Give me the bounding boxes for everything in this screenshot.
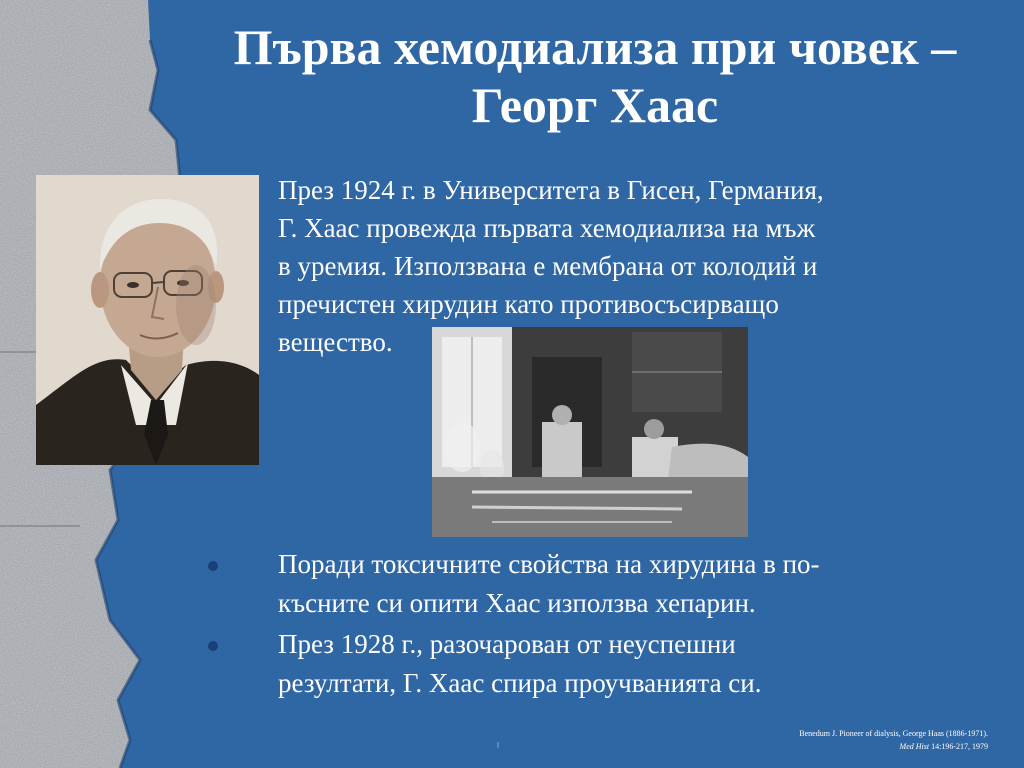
small-mark-decoration [497, 742, 499, 748]
bullet-item [200, 625, 1000, 703]
laboratory-photo-drawing [432, 327, 748, 537]
citation-journal: Med Hist [899, 742, 930, 751]
bullet-text [278, 545, 1000, 623]
paragraph-line: През 1924 г. в Университета в Гисен, Германия, [278, 175, 824, 205]
paragraph-line: Г. Хаас провежда първата хемодиализа на мъж [278, 213, 816, 243]
bullet-item [200, 545, 1000, 623]
bullet-dot-icon [208, 561, 218, 571]
bullet-line: резултати, Г. Хаас спира проучванията си. [278, 668, 762, 698]
citation-line-2 [799, 740, 988, 753]
bullet-line: Поради токсичните свойства на хирудина в по- [278, 549, 820, 579]
bullet-line: късните си опити Хаас използва хепарин. [278, 588, 756, 618]
citation-ref: 14:196-217, 1979 [929, 742, 988, 751]
citation [799, 727, 988, 753]
bullet-dot-icon [208, 641, 218, 651]
portrait-photo [36, 175, 259, 465]
bullet-line: През 1928 г., разочарован от неуспешни [278, 629, 736, 659]
bullet-list [200, 545, 1000, 705]
laboratory-photo [432, 327, 748, 537]
paragraph-line: пречистен хирудин като противосъсирващо [278, 289, 779, 319]
slide-title [160, 18, 1024, 134]
citation-line-1: Benedum J. Pioneer of dialysis, George Haas (1886-1971). [799, 729, 988, 738]
bullet-text [278, 625, 1000, 703]
slide-title-line-1: Първа хемодиализа при човек – [233, 19, 957, 75]
paragraph-line: в уремия. Използвана е мембрана от колодий и [278, 251, 818, 281]
paragraph-line: вещество. [278, 327, 393, 357]
portrait-photo-drawing [36, 175, 259, 465]
slide-title-line-2: Георг Хаас [471, 77, 719, 133]
